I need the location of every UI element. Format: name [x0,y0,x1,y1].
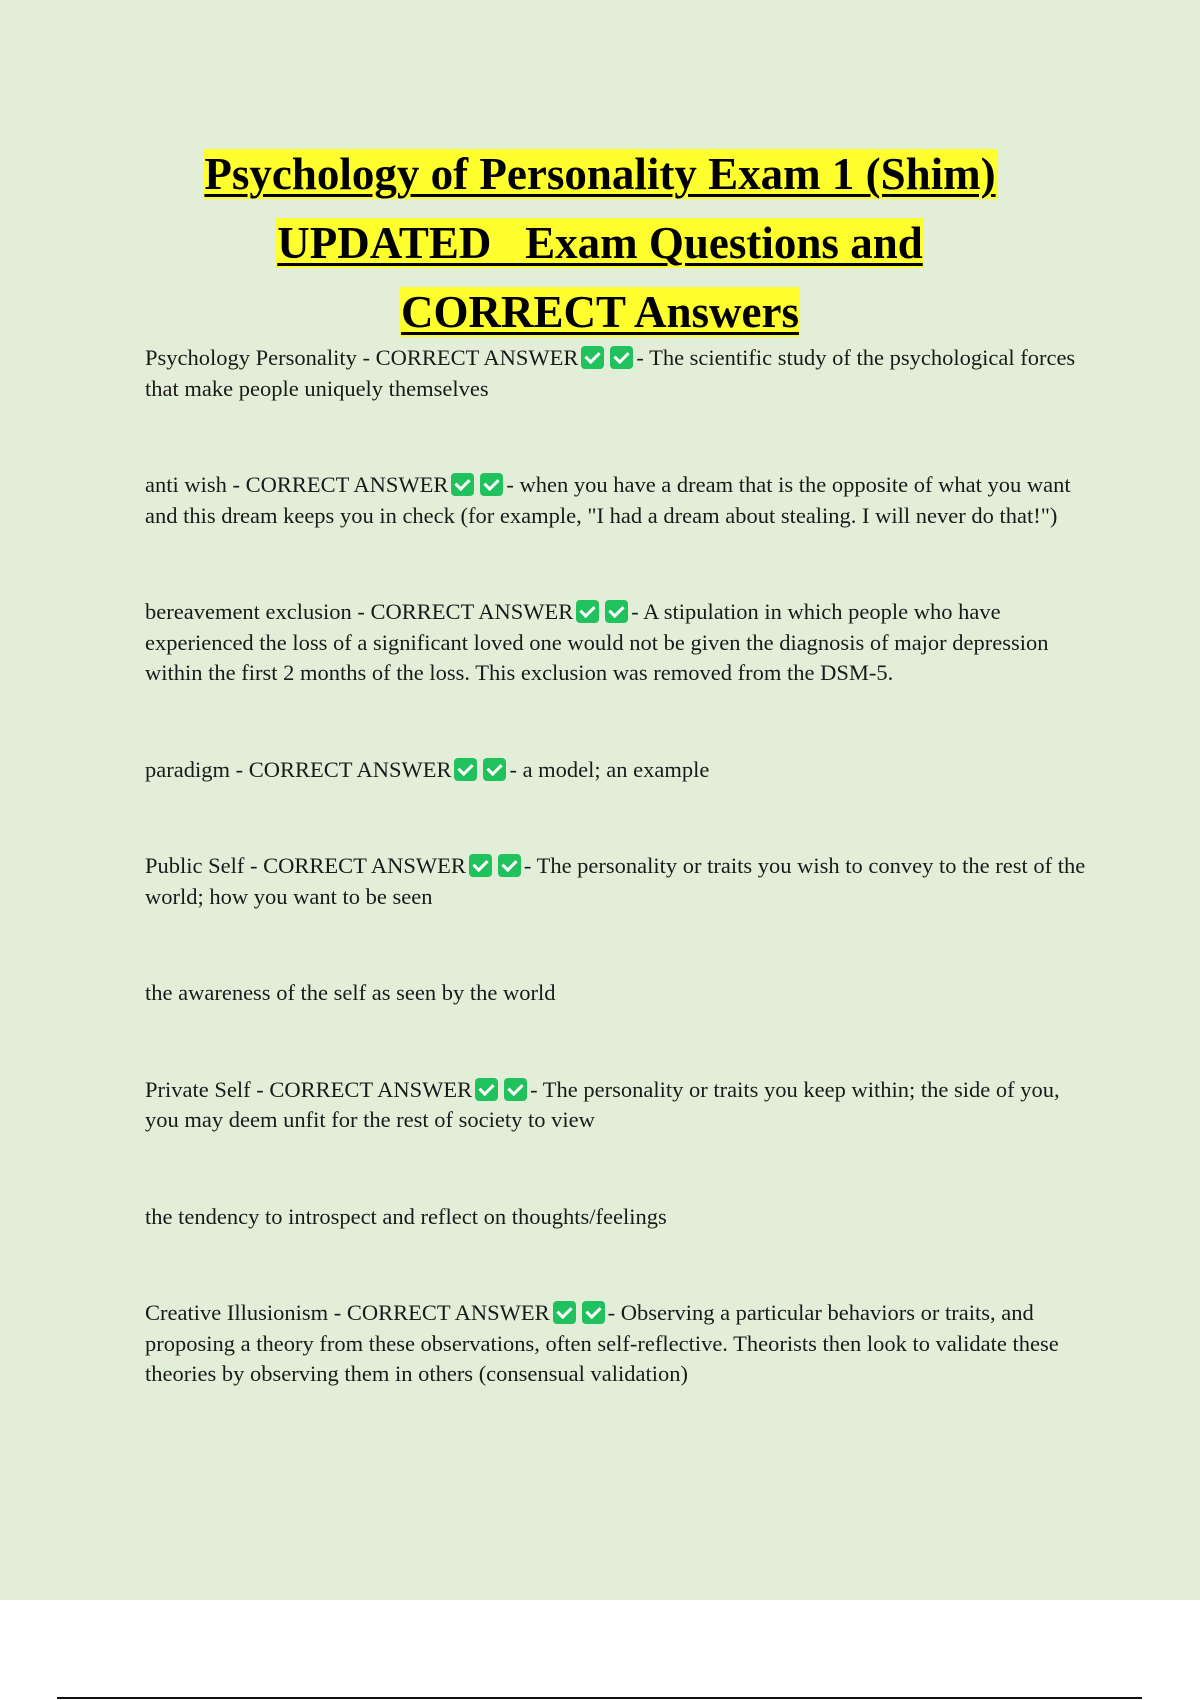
qa-separator: - CORRECT ANSWER [226,472,449,497]
check-mark-icon [480,473,503,496]
check-mark-icon [610,346,633,369]
qa-definition: - The personality or traits you wish to convey to the rest of the world; how you want to be seen [145,853,1086,909]
qa-note-private-self: the tendency to introspect and reflect on thoughts/feelings [145,1203,667,1229]
qa-definition: - The personality or traits you keep within; the side of you, you may deem unfit for the rest of society to view [145,1076,1060,1132]
qa-term: Psychology Personality [145,345,357,370]
check-mark-icon [581,346,604,369]
title-line-2: UPDATED Exam Questions and [277,218,923,268]
qa-separator: - CORRECT ANSWER [328,1300,550,1325]
qa-separator: - CORRECT ANSWER [250,1076,473,1102]
qa-term: Private Self [145,1076,251,1102]
qa-separator: - CORRECT ANSWER [229,756,452,782]
qa-definition: - a model; an example [509,756,710,782]
qa-term: Public Self [145,853,245,878]
check-mark-icon [605,600,628,623]
check-mark-icon [475,1078,498,1101]
title-line-1: Psychology of Personality Exam 1 (Shim) [204,149,996,199]
qa-term: paradigm [145,756,230,782]
qa-separator: - CORRECT ANSWER [356,345,579,370]
check-mark-icon [469,854,492,877]
check-mark-icon [498,854,521,877]
check-mark-icon [582,1301,605,1324]
qa-definition: - Observing a particular behaviors or traits, and proposing a theory from these observations, often self-reflective. Theorists then look to validate these theories by observing them in others (consensual validation) [145,1300,1059,1386]
qa-item-anti-wish [145,470,1090,531]
check-mark-icon [451,473,474,496]
check-mark-icon [483,758,506,781]
document-title [0,145,1200,352]
qa-definition: - The scientific study of the psychological forces that make people uniquely themselves [145,345,1076,401]
qa-item-public-self [145,851,1090,912]
qa-term: bereavement exclusion [145,599,352,624]
qa-term: anti wish [145,472,227,497]
qa-list [145,343,1090,1456]
qa-item-bereavement-exclusion [145,597,1090,689]
qa-item-creative-illusionism [145,1298,1090,1390]
check-mark-icon [576,600,599,623]
title-line-3: CORRECT Answers [401,287,799,337]
check-mark-icon [504,1078,527,1101]
qa-definition: - when you have a dream that is the opposite of what you want and this dream keeps you in check (for example, "I had a dream about stealing. I will never do that!") [145,472,1071,528]
qa-item-private-self [145,1075,1090,1136]
check-mark-icon [454,758,477,781]
footer-divider [57,1697,1142,1699]
qa-term: Creative Illusionism [145,1300,329,1325]
qa-item-psychology-personality [145,343,1090,404]
qa-item-paradigm [145,755,1090,786]
qa-definition: - A stipulation in which people who have experienced the loss of a significant loved one would not be given the diagnosis of major depression within the first 2 months of the loss. This exclusion was removed from the DSM-5. [145,599,1049,685]
qa-separator: - CORRECT ANSWER [244,853,466,878]
qa-separator: - CORRECT ANSWER [351,599,574,624]
check-mark-icon [553,1301,576,1324]
qa-note-public-self: the awareness of the self as seen by the world [145,980,556,1005]
